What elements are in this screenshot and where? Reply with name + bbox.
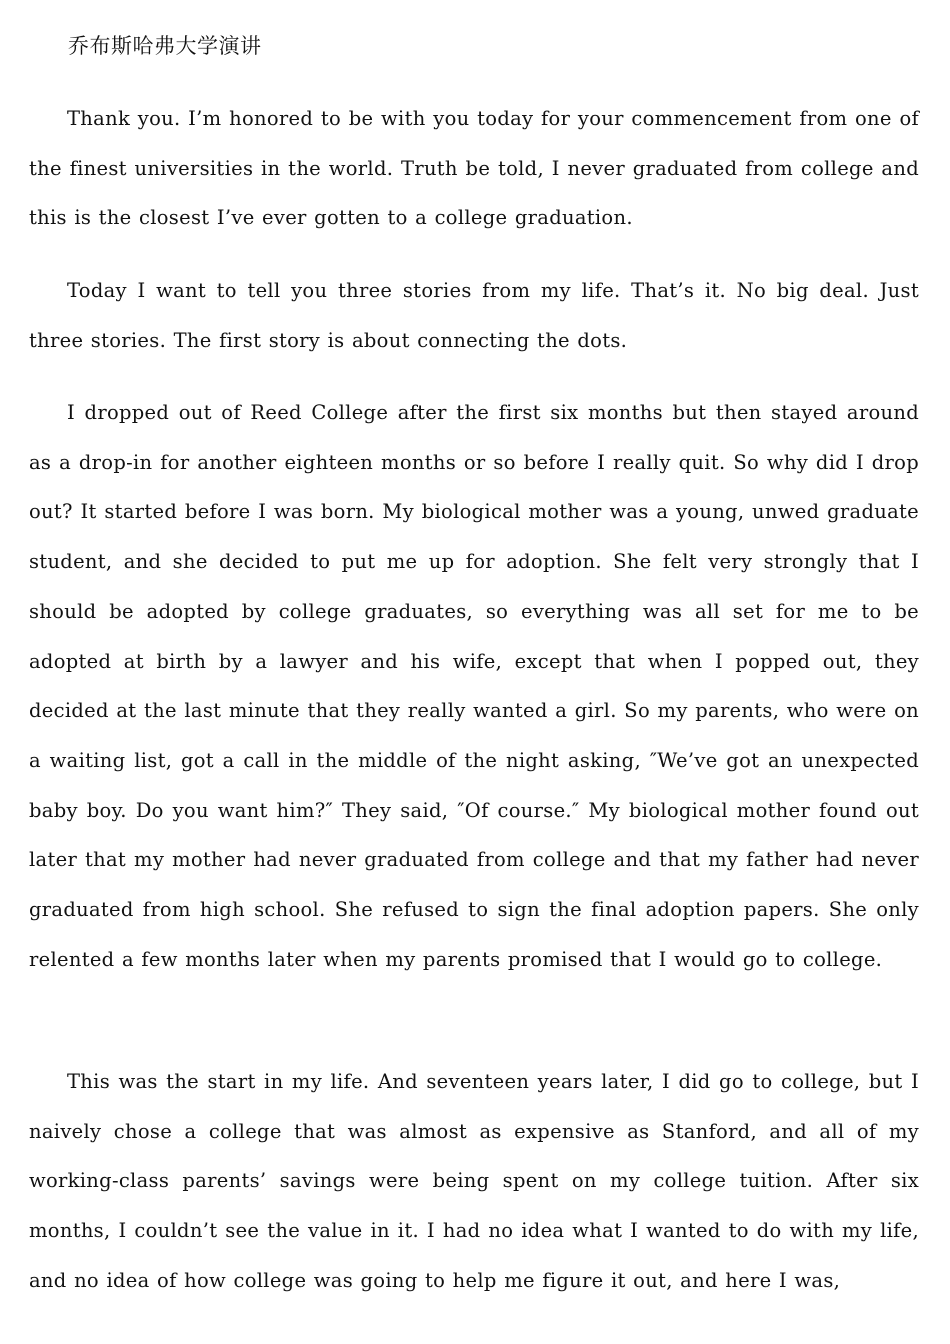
document-title: 乔布斯哈弗大学演讲 bbox=[68, 34, 262, 58]
paragraph-start-in-life: This was the start in my life. And seventeen years later, I did go to college, but I naively chose a college that was almost as expensive as Stanford, and all of my working-class parents’ savings were being spent on my college tuition. After six months, I couldn’t see the value in it. I had no idea what I wanted to do with my life, and no idea of how college was going to help me figure it out, and here I was, bbox=[29, 1070, 919, 1292]
paragraph-three-stories: Today I want to tell you three stories from my life. That’s it. No big deal. Just three stories. The first story is about connecting the dots. bbox=[29, 279, 919, 352]
paragraph-dropped-out: I dropped out of Reed College after the first six months but then stayed around as a drop-in for another eighteen months or so before I really quit. So why did I drop out? It started before I was born. My biological mother was a young, unwed graduate student, and she decided to put me up for adoption. She felt very strongly that I should be adopted by college graduates, so everything was all set for me to be adopted at birth by a lawyer and his wife, except that when I popped out, they decided at the last minute that they really wanted a girl. So my parents, who were on a waiting list, got a call in the middle of the night asking, ″We’ve got an unexpected baby boy. Do you want him?″ They said, ″Of course.″ My biological mother found out later that my mother had never graduated from college and that my father had never graduated from high school. She refused to sign the final adoption papers. She only relented a few months later when my parents promised that I would go to college. bbox=[29, 401, 919, 971]
paragraph-intro: Thank you. I’m honored to be with you today for your commencement from one of the finest universities in the world. Truth be told, I never graduated from college and this is the closest I’ve ever gotten to a college graduation. bbox=[29, 107, 919, 230]
